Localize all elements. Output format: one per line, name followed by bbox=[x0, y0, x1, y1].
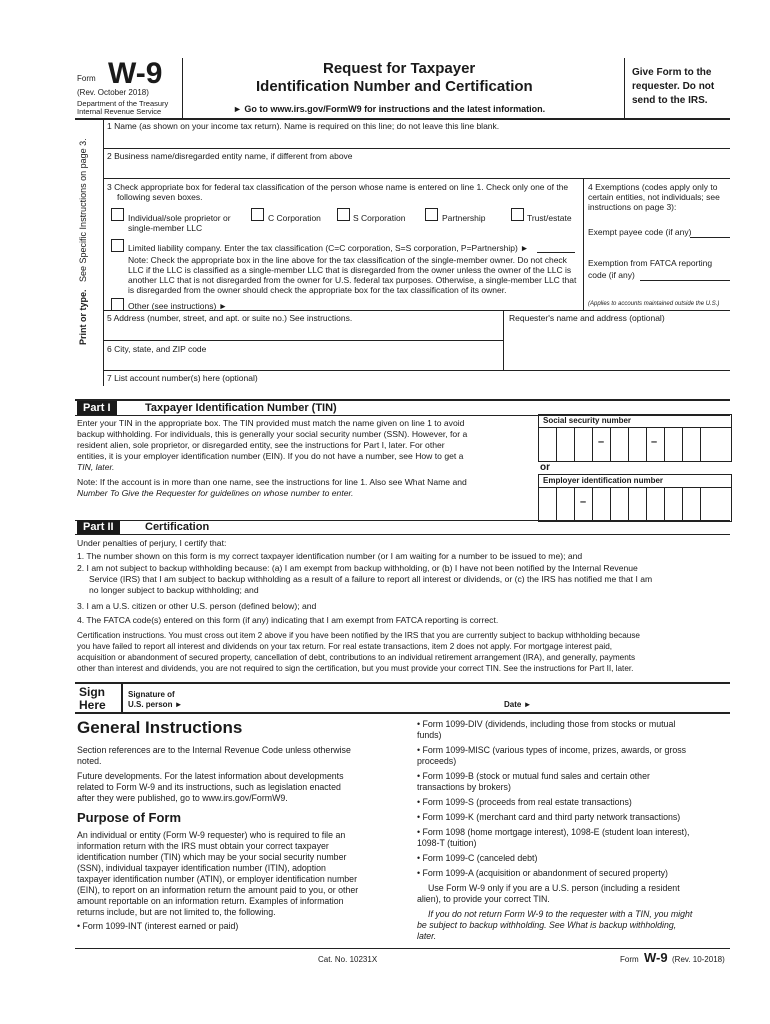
line-5-address-label: 5 Address (number, street, and apt. or suite no.) See instructions. bbox=[107, 313, 353, 323]
individual-label: Individual/sole proprietor or bbox=[128, 213, 231, 223]
fatca-label-line-1: Exemption from FATCA reporting bbox=[588, 258, 713, 268]
future-dev-line-3: after they were published, go to www.irs.gov/FormW9. bbox=[77, 793, 288, 803]
purpose-line-4: (SSN), individual taxpayer identification number (ITIN), adoption bbox=[77, 863, 326, 873]
single-member-llc-label: single-member LLC bbox=[128, 223, 203, 233]
s-corporation-checkbox[interactable] bbox=[337, 208, 350, 221]
c-corporation-label: C Corporation bbox=[268, 213, 321, 223]
partnership-label: Partnership bbox=[442, 213, 486, 223]
here-label: Here bbox=[79, 698, 106, 712]
right-line-17: later. bbox=[417, 931, 437, 941]
line-3-classification-label: 3 Check appropriate box for federal tax classification of the person whose name is entered on line 1. Check only one of the bbox=[107, 182, 569, 192]
department-line-1: Department of the Treasury bbox=[77, 99, 169, 108]
partnership-checkbox[interactable] bbox=[425, 208, 438, 221]
irs-link-note: ► Go to www.irs.gov/FormW9 for instructions and the latest information. bbox=[233, 104, 546, 114]
right-line-10: 1098-T (tuition) bbox=[417, 838, 477, 848]
line-3-seven-boxes-label: following seven boxes. bbox=[117, 192, 203, 202]
ssn-input[interactable] bbox=[538, 427, 732, 462]
footer-form-number: W-9 bbox=[644, 950, 668, 965]
fatca-code-field[interactable] bbox=[640, 280, 730, 281]
right-line-14: alien), to provide your correct TIN. bbox=[417, 894, 550, 904]
purpose-line-3: identification number (TIN) which may be your social security number bbox=[77, 852, 347, 862]
certify-item-2-line-1: 2. I am not subject to backup withholding because: (a) I am exempt from backup withholding, or (b) I have not been notified by the Internal Revenue bbox=[77, 563, 638, 573]
print-or-type-label: Print or type. bbox=[78, 289, 88, 345]
city-state-zip-field[interactable] bbox=[104, 355, 502, 369]
certify-item-1: 1. The number shown on this form is my correct taxpayer identification number (or I am waiting for a number to be issued to me); and bbox=[77, 551, 583, 561]
cert-instructions-line-4: other than interest and dividends, you are not required to sign the certification, but you must provide your correct TIN. See the instructions for Part II, later. bbox=[77, 664, 634, 673]
business-name-field[interactable] bbox=[104, 162, 730, 176]
llc-label: Limited liability company. Enter the tax classification (C=C corporation, S=S corporation, P=Partnership) ► bbox=[128, 243, 529, 253]
section-ref-line-1: Section references are to the Internal Revenue Code unless otherwise bbox=[77, 745, 351, 755]
give-form-line-1: Give Form to the bbox=[632, 67, 712, 78]
requester-field[interactable] bbox=[504, 324, 730, 368]
part-1-note-line-1: Note: If the account is in more than one name, see the instructions for line 1. Also see What Name and bbox=[77, 477, 467, 487]
certify-item-4: 4. The FATCA code(s) entered on this form (if any) indicating that I am exempt from FATCA reporting is correct. bbox=[77, 615, 499, 625]
purpose-line-5: taxpayer identification number (ATIN), or employer identification number bbox=[77, 874, 357, 884]
revision-date: (Rev. October 2018) bbox=[77, 88, 149, 97]
address-field[interactable] bbox=[104, 324, 502, 338]
account-numbers-field[interactable] bbox=[104, 384, 730, 396]
part-2-title: Certification bbox=[145, 521, 210, 533]
footer-form-label: Form bbox=[620, 955, 639, 964]
ssn-dash-1: – bbox=[598, 436, 605, 448]
s-corporation-label: S Corporation bbox=[353, 213, 406, 223]
certify-item-2-line-3: no longer subject to backup withholding; and bbox=[89, 585, 259, 595]
exempt-payee-field[interactable] bbox=[690, 237, 730, 238]
requester-label: Requester's name and address (optional) bbox=[509, 313, 665, 323]
right-line-1: • Form 1099-DIV (dividends, including those from stocks or mutual bbox=[417, 719, 676, 729]
right-line-4: proceeds) bbox=[417, 756, 457, 766]
right-line-12: • Form 1099-A (acquisition or abandonment of secured property) bbox=[417, 868, 668, 878]
right-line-8: • Form 1099-K (merchant card and third party network transactions) bbox=[417, 812, 681, 822]
part-1-para-line-2: backup withholding. For individuals, this is generally your social security number (SSN). However, for a bbox=[77, 429, 468, 439]
fatca-label-line-2: code (if any) bbox=[588, 270, 635, 280]
right-line-11: • Form 1099-C (canceled debt) bbox=[417, 853, 538, 863]
llc-note-line-2: LLC if the LLC is classified as a single-member LLC that is disregarded from the owner unless the owner of the LLC is bbox=[128, 265, 572, 275]
exemptions-line-1: 4 Exemptions (codes apply only to bbox=[588, 182, 718, 192]
right-line-3: • Form 1099-MISC (various types of income, prizes, awards, or gross bbox=[417, 745, 687, 755]
form-title-line-1: Request for Taxpayer bbox=[323, 60, 476, 77]
ssn-dash-2: – bbox=[651, 436, 658, 448]
give-form-line-2: requester. Do not bbox=[632, 81, 715, 92]
ein-input[interactable] bbox=[538, 487, 732, 522]
part-1-para-line-4: entities, it is your employer identification number (EIN). If you do not have a number, see How to get a bbox=[77, 451, 464, 461]
purpose-line-2: information return with the IRS must obtain your correct taxpayer bbox=[77, 841, 329, 851]
llc-note-line-4: is disregarded from the owner should check the appropriate box for the tax classification of its owner. bbox=[128, 285, 507, 295]
llc-note-line-3: another LLC that is not disregarded from the owner for U.S. federal tax purposes. Otherwise, a single-member LLC that bbox=[128, 275, 577, 285]
general-instructions-heading: General Instructions bbox=[77, 718, 243, 737]
other-label: Other (see instructions) ► bbox=[128, 301, 228, 311]
right-line-5: • Form 1099-B (stock or mutual fund sales and certain other bbox=[417, 771, 650, 781]
right-line-15: If you do not return Form W-9 to the requester with a TIN, you might bbox=[428, 909, 693, 919]
see-instructions-label: See Specific Instructions on page 3. bbox=[78, 138, 88, 282]
fatca-applies-note: (Applies to accounts maintained outside the U.S.) bbox=[588, 301, 720, 307]
department-line-2: Internal Revenue Service bbox=[77, 107, 162, 116]
signature-label-line-1: Signature of bbox=[128, 690, 175, 699]
c-corporation-checkbox[interactable] bbox=[251, 208, 264, 221]
llc-checkbox[interactable] bbox=[111, 239, 124, 252]
give-form-line-3: send to the IRS. bbox=[632, 95, 708, 106]
perjury-intro: Under penalties of perjury, I certify that: bbox=[77, 538, 227, 548]
ein-label: Employer identification number bbox=[543, 476, 664, 485]
trust-estate-label: Trust/estate bbox=[527, 213, 572, 223]
part-1-title: Taxpayer Identification Number (TIN) bbox=[145, 402, 337, 414]
certify-item-2-line-2: Service (IRS) that I am subject to backup withholding as a result of a failure to report all interest or dividends, or (c) the IRS has notified me that I am bbox=[89, 574, 653, 584]
purpose-line-1: An individual or entity (Form W-9 requester) who is required to file an bbox=[77, 830, 346, 840]
right-line-13: Use Form W-9 only if you are a U.S. person (including a resident bbox=[428, 883, 680, 893]
part-1-note-line-2: Number To Give the Requester for guidelines on whose number to enter. bbox=[77, 488, 354, 498]
catalog-number: Cat. No. 10231X bbox=[318, 955, 378, 964]
exemptions-line-3: instructions on page 3): bbox=[588, 202, 677, 212]
future-dev-line-1: Future developments. For the latest information about developments bbox=[77, 771, 344, 781]
name-field[interactable] bbox=[104, 132, 730, 146]
exempt-payee-label: Exempt payee code (if any) bbox=[588, 227, 692, 237]
cert-instructions-line-1: Certification instructions. You must cross out item 2 above if you have been notified by the IRS that you are currently subject to backup withholding because bbox=[77, 631, 640, 640]
trust-estate-checkbox[interactable] bbox=[511, 208, 524, 221]
or-label: or bbox=[540, 462, 550, 473]
part-1-para-line-3: resident alien, sole proprietor, or disregarded entity, see the instructions for Part I, later. For other bbox=[77, 440, 445, 450]
line-1-name-label: 1 Name (as shown on your income tax return). Name is required on this line; do not leave this line blank. bbox=[107, 121, 500, 131]
form-label: Form bbox=[77, 74, 96, 83]
llc-classification-field[interactable] bbox=[537, 252, 575, 253]
certify-item-3: 3. I am a U.S. citizen or other U.S. person (defined below); and bbox=[77, 601, 317, 611]
ssn-label: Social security number bbox=[543, 416, 632, 425]
signature-label-line-2: U.S. person ► bbox=[128, 700, 183, 709]
purpose-heading: Purpose of Form bbox=[77, 810, 182, 825]
part-1-label: Part I bbox=[77, 401, 117, 415]
purpose-line-6: (EIN), to report on an information return the amount paid to you, or other bbox=[77, 885, 359, 895]
form-title-line-2: Identification Number and Certification bbox=[256, 78, 533, 95]
right-line-7: • Form 1099-S (proceeds from real estate transactions) bbox=[417, 797, 632, 807]
cert-instructions-line-3: acquisition or abandonment of secured property, cancellation of debt, contributions to an individual retirement arrangement (IRA), and generally, payments bbox=[77, 653, 636, 662]
future-dev-line-2: related to Form W-9 and its instructions, such as legislation enacted bbox=[77, 782, 341, 792]
llc-note-line-1: Note: Check the appropriate box in the line above for the tax classification of the single-member owner. Do not check bbox=[128, 255, 567, 265]
line-7-account-label: 7 List account number(s) here (optional) bbox=[107, 373, 258, 383]
exemptions-line-2: certain entities, not individuals; see bbox=[588, 192, 720, 202]
sidebar-vertical-note bbox=[78, 138, 88, 345]
individual-checkbox[interactable] bbox=[111, 208, 124, 221]
part-1-para-line-1: Enter your TIN in the appropriate box. The TIN provided must match the name given on line 1 to avoid bbox=[77, 418, 465, 428]
signature-field[interactable] bbox=[190, 686, 490, 710]
purpose-line-9: • Form 1099-INT (interest earned or paid) bbox=[77, 921, 239, 931]
form-number: W-9 bbox=[108, 57, 163, 90]
purpose-line-8: returns include, but are not limited to, the following. bbox=[77, 907, 276, 917]
right-line-16: be subject to backup withholding. See What is backup withholding, bbox=[417, 920, 677, 930]
part-1-para-line-5: TIN, later. bbox=[77, 462, 115, 472]
sign-label: Sign bbox=[79, 685, 105, 699]
footer-revision: (Rev. 10-2018) bbox=[672, 955, 725, 964]
section-ref-line-2: noted. bbox=[77, 756, 102, 766]
line-2-business-label: 2 Business name/disregarded entity name, if different from above bbox=[107, 151, 353, 161]
date-label: Date ► bbox=[504, 700, 532, 709]
right-line-9: • Form 1098 (home mortgage interest), 1098-E (student loan interest), bbox=[417, 827, 690, 837]
line-6-city-label: 6 City, state, and ZIP code bbox=[107, 344, 207, 354]
right-line-2: funds) bbox=[417, 730, 442, 740]
date-field[interactable] bbox=[532, 690, 730, 710]
ein-dash: – bbox=[580, 496, 587, 508]
purpose-line-7: amount reportable on an information return. Examples of information bbox=[77, 896, 344, 906]
right-line-6: transactions by brokers) bbox=[417, 782, 511, 792]
cert-instructions-line-2: you have failed to report all interest and dividends on your tax return. For real estate transactions, item 2 does not apply. For mortgage interest paid, bbox=[77, 642, 613, 651]
part-2-label: Part II bbox=[77, 520, 120, 534]
